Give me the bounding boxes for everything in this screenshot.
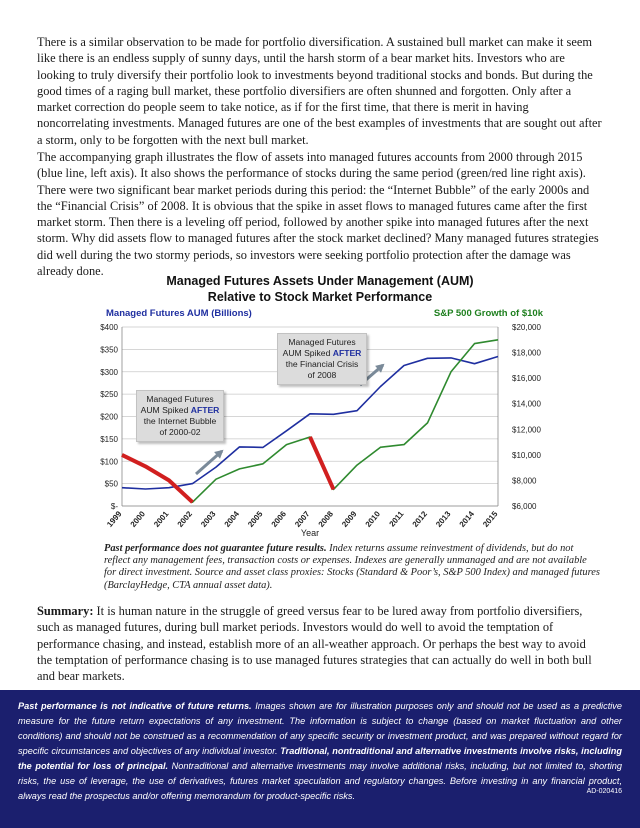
annotation-financial-crisis: [277, 333, 367, 385]
x-tick-label: 2014: [457, 509, 477, 529]
left-tick-label: $100: [100, 457, 118, 467]
summary-paragraph: [37, 603, 603, 684]
x-tick-label: 2015: [481, 509, 500, 529]
annotation-line: AUM Spiked: [140, 405, 191, 415]
summary-text: It is human nature in the struggle of greed versus fear to be lured away from portfolio diversifiers, such as managed futures, during bull market periods. Investors would do well to avoid the temptation of performance chasing, and instead, establish more of an all-weather approach. Or perhaps the best way to avoid the temptation of performance chasing is to use managed futures strategies that can actually do well in both bull and bear markets.: [37, 604, 592, 684]
x-tick-label: 2008: [316, 509, 336, 529]
right-tick-label: $14,000: [512, 399, 541, 409]
x-tick-label: 2003: [199, 509, 218, 529]
right-tick-label: $8,000: [512, 476, 537, 486]
footer-disclosure-text: [18, 699, 622, 804]
chart-disclaimer-bold: Past performance does not guarantee future results.: [104, 543, 327, 554]
left-tick-label: $50: [104, 479, 118, 489]
x-tick-label: 1999: [105, 509, 124, 529]
x-tick-label: 2012: [410, 509, 430, 529]
x-axis-title: Year: [300, 528, 320, 538]
annotation-emphasis: AFTER: [332, 348, 362, 358]
right-tick-label: $16,000: [512, 374, 541, 384]
chart-disclaimer-text: Index returns assume reinvestment of dividends, but do not reflect any management fees, transaction costs or expenses. Indexes are generally unmanaged and are not available for direct investment. Source and asset class proxies: Stocks (Standard & Poor’s, S&P 500 Index) and managed futures (BarclayHedge, CTA annual asset data).: [104, 543, 600, 591]
x-tick-label: 2010: [363, 509, 383, 529]
right-tick-label: $10,000: [512, 450, 541, 460]
annotation-internet-bubble: [136, 390, 224, 442]
right-axis-label: S&P 500 Growth of $10k: [433, 308, 543, 319]
right-tick-label: $18,000: [512, 348, 541, 358]
intro-paragraph: There is a similar observation to be made for portfolio diversification. A sustained bull market can make it seem like there is an endless supply of sunny days, until the harsh storm of a bear market hits. Investors who are looking to truly diversify their portfolio look to investments beyond traditional stocks and bonds. But during the good times of a raging bull market, these portfolio diversifiers are often shunned and forgotten. Only after a market correction do people seem to take notice, as if for the first time, that there is merit in having noncorrelating investments. Managed futures are one of the best examples of investments that are sought out after a storm, only to be forgotten with the next bull market.: [37, 35, 602, 147]
annotation-line: AUM Spiked: [282, 348, 333, 358]
chart-disclaimer: [104, 543, 601, 592]
annotation-emphasis: AFTER: [190, 405, 220, 415]
annotation-line: the Internet Bubble: [143, 416, 217, 426]
footer-text-1: Images shown are for illustration purposes only and should not be used as a predictive measure for the future return expectations of any investment. The information is subject to change (based on market fluctuation and other conditions) and should not be construed as a recommendation of any specific security or investment product, and was prepared without regard for specific circumstances and objectives of any individual investor.: [18, 701, 622, 756]
chart-subtitle: Relative to Stock Market Performance: [207, 290, 433, 304]
annotation-line: Managed Futures: [146, 394, 214, 404]
footer-bold-1: Past performance is not indicative of future returns.: [18, 701, 252, 711]
right-tick-label: $6,000: [512, 502, 537, 511]
footer-disclosure: [0, 690, 640, 828]
footer-text-2: Nontraditional and alternative investments may involve additional risks, including, but not limited to, shorting risks, the use of leverage, the use of derivatives, futures market speculation and regulatory changes. Before investing in any financial product, always read the prospectus and/or offering memorandum for product-specific risks.: [18, 761, 623, 801]
left-tick-label: $200: [100, 412, 118, 422]
right-tick-label: $12,000: [512, 425, 541, 435]
annotation-line: of 2008: [307, 370, 337, 380]
x-tick-label: 2006: [269, 509, 289, 529]
left-tick-label: $-: [110, 502, 118, 511]
x-tick-label: 2000: [128, 509, 148, 529]
x-tick-label: 2009: [340, 509, 359, 529]
left-axis-label: Managed Futures AUM (Billions): [106, 308, 252, 319]
bear-market-segment: [122, 455, 193, 502]
aum-vs-sp500-chart: [0, 268, 640, 548]
graph-explanation-paragraph: The accompanying graph illustrates the flow of assets into managed futures accounts from 2000 through 2015 (blue line, left axis). It also shows the performance of stocks during the same period (green/red line right axis). There were two significant bear market periods during this period: the “Internet Bubble” of the early 2000s and the “Financial Crisis” of 2008. It is obvious that the spike in asset flows to managed futures came after the first market storm. Then there is a leveling off period, followed by another spike into managed futures after the next storm. Why did assets flow to managed futures after the stock market declined? Many managed futures strategies did well during the two stormy periods, so investors were seeking portfolio protection after the damage was already done.: [37, 150, 599, 279]
left-tick-label: $250: [100, 390, 118, 400]
left-tick-label: $400: [100, 323, 118, 332]
chart-canvas: [0, 268, 640, 548]
x-tick-label: 2004: [222, 509, 242, 529]
x-tick-label: 2001: [152, 509, 171, 529]
footer-bold-2: Traditional, nontraditional and alternative investments involve risks, including the potential for loss of principal.: [18, 746, 622, 771]
chart-title: Managed Futures Assets Under Management (AUM): [166, 274, 474, 288]
left-tick-label: $150: [100, 434, 118, 444]
bear-market-segment: [310, 437, 334, 489]
summary-label: Summary:: [37, 604, 94, 618]
left-tick-label: $350: [100, 345, 118, 355]
x-tick-label: 2013: [434, 509, 453, 529]
x-tick-label: 2007: [293, 509, 312, 529]
annotation-line: the Financial Crisis: [285, 359, 359, 369]
right-tick-label: $20,000: [512, 323, 541, 332]
x-tick-label: 2002: [175, 509, 195, 529]
left-tick-label: $300: [100, 367, 118, 377]
document-code: AD-020416: [586, 788, 622, 795]
annotation-line: of 2000-02: [159, 427, 201, 437]
annotation-line: Managed Futures: [288, 337, 356, 347]
x-tick-label: 2011: [387, 509, 406, 529]
x-tick-label: 2005: [246, 509, 265, 529]
